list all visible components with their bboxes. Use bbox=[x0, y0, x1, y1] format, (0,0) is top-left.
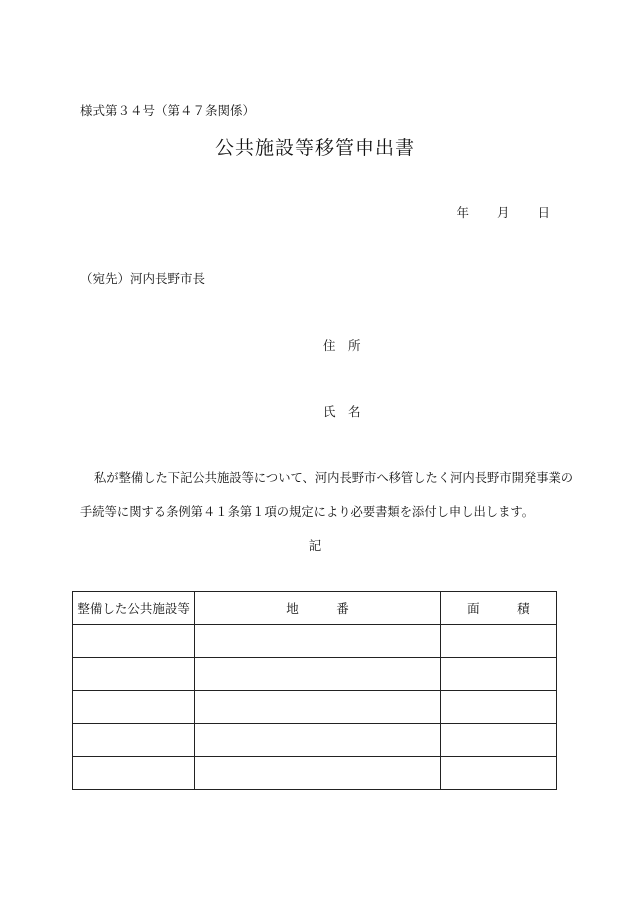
body-text-line-1: 私が整備した下記公共施設等について、河内長野市へ移管したく河内長野市開発事業の bbox=[94, 471, 574, 485]
table-cell bbox=[73, 658, 195, 691]
table-cell bbox=[195, 691, 441, 724]
table-cell bbox=[440, 625, 556, 658]
facilities-table bbox=[72, 591, 557, 790]
date-year: 年 bbox=[456, 205, 469, 220]
table-cell bbox=[440, 691, 556, 724]
body-text-line-2: 手続等に関する条例第４１条第１項の規定により必要書類を添付し申し出します。 bbox=[80, 505, 535, 519]
table-row bbox=[73, 757, 557, 790]
table-row bbox=[73, 691, 557, 724]
table-cell bbox=[440, 757, 556, 790]
table-cell bbox=[73, 625, 195, 658]
table-cell bbox=[73, 757, 195, 790]
header-lot-number: 地 番 bbox=[195, 592, 441, 625]
date-line bbox=[436, 203, 550, 221]
table-cell bbox=[73, 724, 195, 757]
table-cell bbox=[195, 658, 441, 691]
address-label: 住 所 bbox=[323, 338, 361, 353]
form-number: 様式第３４号（第４７条関係） bbox=[80, 103, 256, 118]
table-row bbox=[73, 625, 557, 658]
table-cell bbox=[440, 658, 556, 691]
table-header-row bbox=[73, 592, 557, 625]
table-row bbox=[73, 658, 557, 691]
header-facility: 整備した公共施設等 bbox=[73, 592, 195, 625]
table-cell bbox=[195, 757, 441, 790]
table-cell bbox=[440, 724, 556, 757]
name-label: 氏 名 bbox=[323, 404, 361, 419]
table-cell bbox=[73, 691, 195, 724]
table-cell bbox=[195, 625, 441, 658]
date-month: 月 bbox=[496, 205, 510, 220]
header-area: 面 積 bbox=[440, 592, 556, 625]
table-row bbox=[73, 724, 557, 757]
document-title: 公共施設等移管申出書 bbox=[214, 137, 415, 159]
ki-heading: 記 bbox=[308, 538, 322, 553]
table-cell bbox=[195, 724, 441, 757]
date-day: 日 bbox=[537, 205, 550, 220]
addressee: （宛先）河内長野市長 bbox=[80, 271, 206, 286]
